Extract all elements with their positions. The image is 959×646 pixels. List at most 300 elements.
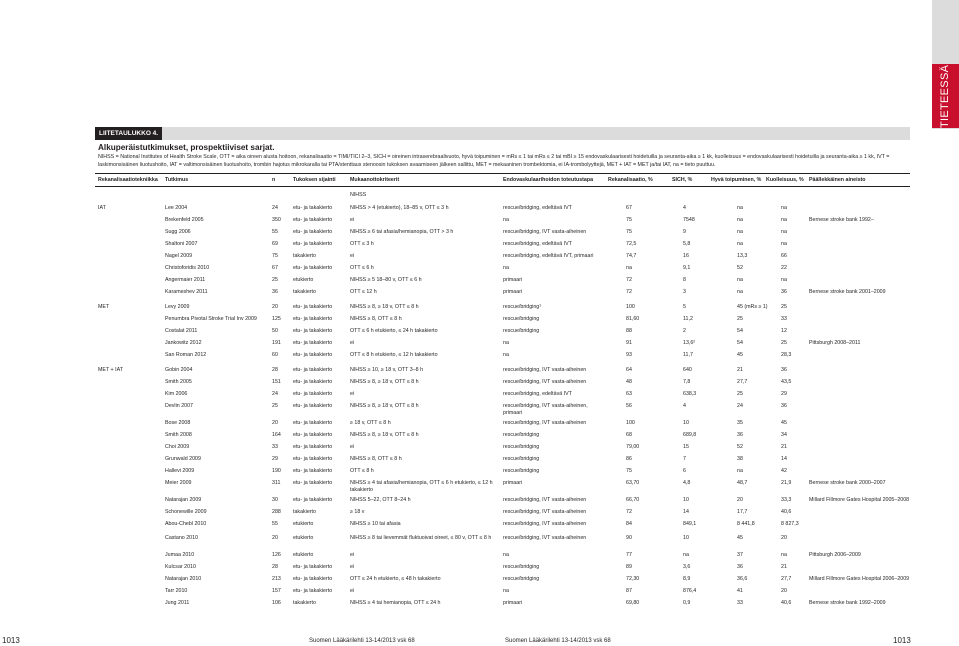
row-study: Castano 2010	[165, 535, 198, 541]
row-criteria: ≥ 18 v	[350, 509, 365, 515]
row-n: 191	[272, 340, 281, 346]
row-mortality: na	[781, 205, 787, 211]
row-overlap: Millard Fillmore Gates Hospital 2005–2008	[809, 497, 910, 503]
row-sich: 0,9	[683, 600, 691, 606]
row-n: 20	[272, 420, 278, 426]
row-mode: primaari	[503, 277, 523, 283]
row-mode: rescue/bridging, IVT vasta-aiheinen	[503, 229, 587, 235]
row-good-recovery: 36	[737, 432, 743, 438]
row-mode: rescue/bridging	[503, 444, 540, 450]
row-site: etukierto	[293, 535, 314, 541]
row-mode: rescue/bridging	[503, 576, 540, 582]
row-n: 28	[272, 367, 278, 373]
row-sich: 6	[683, 468, 686, 474]
row-site: takakierto	[293, 600, 316, 606]
row-recanalization: 72	[626, 509, 632, 515]
row-sich: 3,6	[683, 564, 691, 570]
row-study: Karameshev 2011	[165, 289, 208, 295]
row-n: 55	[272, 521, 278, 527]
row-mode: primaari	[503, 600, 523, 606]
col-header-technique: Rekanalisaatiotekniikka	[98, 177, 158, 183]
row-recanalization: 64	[626, 367, 632, 373]
header-rule-bottom	[95, 186, 910, 187]
row-good-recovery: 24	[737, 403, 743, 409]
row-mortality: 22	[781, 265, 787, 271]
row-recanalization: 75	[626, 217, 632, 223]
row-mortality: 40,6	[781, 600, 792, 606]
row-study: Gobin 2004	[165, 367, 193, 373]
row-n: 60	[272, 352, 278, 358]
row-n: 75	[272, 253, 278, 259]
row-criteria: ei	[350, 444, 355, 450]
row-site: etu- ja takakierto	[293, 367, 333, 373]
row-study: Lee 2004	[165, 205, 188, 211]
row-site: etu- ja takakierto	[293, 444, 333, 450]
row-n: 125	[272, 316, 281, 322]
row-site: etu- ja takakierto	[293, 205, 333, 211]
row-good-recovery: na	[737, 289, 743, 295]
col-header-sich: SICH, %	[672, 177, 693, 183]
row-recanalization: 100	[626, 304, 635, 310]
row-good-recovery: na	[737, 205, 743, 211]
row-sich: 9,1	[683, 265, 691, 271]
col-header-mode: Endovaskulaarihoidon toteutustapa	[503, 177, 594, 183]
row-site: etu- ja takakierto	[293, 340, 333, 346]
row-site: etu- ja takakierto	[293, 316, 333, 322]
row-recanalization: 87	[626, 588, 632, 594]
row-good-recovery: 45 (mRs ≥ 1)	[737, 304, 768, 310]
row-n: 25	[272, 277, 278, 283]
row-sich: 9	[683, 229, 686, 235]
row-study: Kulcsar 2010	[165, 564, 196, 570]
row-mortality: 36	[781, 367, 787, 373]
row-sich: 8	[683, 277, 686, 283]
row-study: Penumbra Pivotal Stroke Trial Inv 2009	[165, 316, 257, 322]
row-criteria: NIHSS ≥ 4 tai afasia/hemianopia, OTT ≤ 6 h etukierto, ≤ 12 h takakierto	[350, 480, 493, 493]
row-mortality: 27,7	[781, 576, 792, 582]
row-mode: primaari	[503, 289, 523, 295]
row-sich: 7548	[683, 217, 695, 223]
row-criteria: NIHSS ≥ 4 tai hemianopia, OTT ≤ 24 h	[350, 600, 441, 606]
row-site: etu- ja takakierto	[293, 328, 333, 334]
row-criteria: ei	[350, 217, 355, 223]
col-header-good-recovery: Hyvä toipuminen, %	[711, 177, 762, 183]
row-recanalization: 72	[626, 289, 632, 295]
table-title: Alkuperäistutkimukset, prospektiiviset sarjat.	[98, 143, 275, 152]
row-good-recovery: 37	[737, 552, 743, 558]
row-overlap: Pittsburgh 2006–2009	[809, 552, 861, 558]
row-study: Kim 2006	[165, 391, 188, 397]
row-sich: 689,8	[683, 432, 697, 438]
row-mode: na	[503, 588, 509, 594]
row-site: etu- ja takakierto	[293, 576, 333, 582]
row-overlap: Bernese stroke bank 2001–2009	[809, 289, 886, 295]
footer-journal-left: Suomen Lääkärilehti 13-14/2013 vsk 68	[309, 638, 415, 644]
row-good-recovery: na	[737, 229, 743, 235]
row-study: Jung 2011	[165, 600, 190, 606]
row-mortality: 25	[781, 340, 787, 346]
row-n: 213	[272, 576, 281, 582]
row-study: San Roman 2012	[165, 352, 207, 358]
row-mode: rescue/bridging, IVT vasta-aiheinen, primaari	[503, 403, 588, 416]
row-criteria: ei	[350, 552, 355, 558]
row-criteria: ≥ 18 v, OTT ≤ 8 h	[350, 420, 391, 426]
row-technique: MET	[98, 304, 110, 310]
row-mode: rescue/bridging	[503, 456, 540, 462]
row-good-recovery: 52	[737, 265, 743, 271]
appendix-header-band	[95, 127, 910, 140]
row-recanalization: 48	[626, 379, 632, 385]
row-study: Grunwald 2009	[165, 456, 201, 462]
row-site: etu- ja takakierto	[293, 304, 333, 310]
row-sich: 3	[683, 289, 686, 295]
row-mode: rescue/bridging	[503, 468, 540, 474]
row-study: Smith 2005	[165, 379, 192, 385]
row-n: 50	[272, 328, 278, 334]
row-n: 33	[272, 444, 278, 450]
row-good-recovery: 36	[737, 564, 743, 570]
row-good-recovery: 25	[737, 316, 743, 322]
row-criteria: NIHSS ≥ 8, ≥ 18 v, OTT ≤ 8 h	[350, 432, 419, 438]
row-recanalization: 81,60	[626, 316, 640, 322]
footer-journal-right: Suomen Lääkärilehti 13-14/2013 vsk 68	[505, 638, 611, 644]
row-criteria: NIHSS ≥ 10 tai afasia	[350, 521, 401, 527]
footer-page-number-left: 1013	[2, 636, 20, 645]
row-study: Abou-Chebl 2010	[165, 521, 207, 527]
row-study: Choi 2009	[165, 444, 190, 450]
row-criteria: OTT ≤ 6 h etukierto, ≤ 24 h takakierto	[350, 328, 438, 334]
row-study: Natarajan 2009	[165, 497, 202, 503]
row-site: takakierto	[293, 253, 316, 259]
appendix-label: LIITETAULUKKO 4.	[95, 127, 162, 140]
row-mode: rescue/bridging, IVT vasta-aiheinen	[503, 367, 587, 373]
row-technique: MET + IAT	[98, 367, 123, 373]
row-good-recovery: 8 441,8	[737, 521, 755, 527]
row-study: Christoforidis 2010	[165, 265, 210, 271]
header-rule-top	[95, 173, 910, 174]
row-mode: primaari	[503, 480, 523, 486]
row-sich: 2	[683, 328, 686, 334]
row-good-recovery: 35	[737, 420, 743, 426]
row-mortality: 43,5	[781, 379, 792, 385]
row-recanalization: 66,70	[626, 497, 640, 503]
row-criteria: NIHSS ≥ 8, ≥ 18 v, OTT ≤ 8 h	[350, 304, 419, 310]
row-recanalization: 77	[626, 552, 632, 558]
row-recanalization: 74,7	[626, 253, 637, 259]
row-recanalization: 75	[626, 468, 632, 474]
row-criteria: OTT ≤ 6 h	[350, 265, 374, 271]
footer-page-number-right: 1013	[893, 636, 911, 645]
row-sich: 8,9	[683, 576, 691, 582]
row-recanalization: 75	[626, 229, 632, 235]
row-mode: na	[503, 552, 509, 558]
row-mortality: 12	[781, 328, 787, 334]
row-recanalization: 67	[626, 205, 632, 211]
row-site: etu- ja takakierto	[293, 420, 333, 426]
row-mortality: 29	[781, 391, 787, 397]
row-sich: 4,8	[683, 480, 691, 486]
col-header-mortality: Kuolleisuus, %	[766, 177, 804, 183]
nihss-subheader: NIHSS	[350, 192, 367, 198]
row-mode: rescue/bridging	[503, 564, 540, 570]
row-mortality: 66	[781, 253, 787, 259]
row-mode: rescue/bridging, IVT vasta-aiheinen	[503, 379, 587, 385]
row-sich: 7,8	[683, 379, 691, 385]
row-recanalization: 56	[626, 403, 632, 409]
row-mode: rescue/bridging, IVT vasta-aiheinen	[503, 420, 587, 426]
row-site: etukierto	[293, 277, 314, 283]
row-study: Brekenfeld 2005	[165, 217, 204, 223]
row-site: etu- ja takakierto	[293, 497, 333, 503]
row-mortality: 36	[781, 289, 787, 295]
row-criteria: NIHSS 5–22, OTT 8–24 h	[350, 497, 411, 503]
row-good-recovery: na	[737, 217, 743, 223]
row-good-recovery: 21	[737, 367, 743, 373]
row-criteria: NIHSS ≥ 8, ≥ 18 v, OTT ≤ 8 h	[350, 379, 419, 385]
row-sich: 10	[683, 497, 689, 503]
row-n: 288	[272, 509, 281, 515]
row-mortality: 33	[781, 316, 787, 322]
row-mode: rescue/bridging, IVT vasta-aiheinen	[503, 497, 587, 503]
row-criteria: OTT ≤ 12 h	[350, 289, 377, 295]
row-study: Tarr 2010	[165, 588, 188, 594]
row-criteria: NIHSS ≥ 8 tai lievemmät fluktuoivat oireet, ≤ 80 v, OTT ≤ 8 h	[350, 535, 492, 541]
col-header-site: Tukoksen sijainti	[293, 177, 336, 183]
abbreviations-text: NIHSS = National Institutes of Health Stroke Scale, OTT = aika oireen alusta hoitoon, rekanalisaatio = TIMI/TICI 2–3, SICH = oireinen intraserebraalivuoto, hyvä toipuminen = mRs ≤ 1 tai mRs ≤ 2 tai mBI ≥ 15 endovaskulaarisesti hoidetuilla ja seuranta-aika ≥ 1 kk, kuolleisuus = endovaskulaarisesti hoidetuilla ja seuranta-aika ≥ 1 kk, IVT = laskimonsisäinen liuotushoito, IAT = valtimonsisäinen liuotushoito, trombin hajotus mikrokaralla tai PTA/stenttaus stenoosin tukoksen avaamiseen jälkeen sallittu, MET = mekaaninen trombektomia, ei IA-trombolyyttejä, MET + IAT = MET ja/tai IAT, na = tieto puuttuu.	[98, 154, 890, 168]
row-recanalization: 72,5	[626, 241, 637, 247]
row-mode: rescue/bridging, IVT vasta-aiheinen	[503, 535, 587, 541]
row-n: 28	[272, 564, 278, 570]
row-site: etu- ja takakierto	[293, 241, 333, 247]
row-n: 30	[272, 497, 278, 503]
row-mortality: 20	[781, 535, 787, 541]
row-n: 190	[272, 468, 281, 474]
row-site: etu- ja takakierto	[293, 379, 333, 385]
row-sich: 11,2	[683, 316, 693, 322]
row-good-recovery: 20	[737, 497, 743, 503]
row-site: etu- ja takakierto	[293, 229, 333, 235]
row-criteria: NIHSS ≥ 5 18–80 v, OTT ≤ 6 h	[350, 277, 422, 283]
row-mode: rescue/bridging, IVT vasta-aiheinen	[503, 521, 587, 527]
row-overlap: Bernese stroke bank 1992–	[809, 217, 874, 223]
row-mortality: na	[781, 241, 787, 247]
row-mortality: 20	[781, 588, 787, 594]
row-mortality: na	[781, 552, 787, 558]
row-mode: na	[503, 217, 509, 223]
row-mortality: 40,6	[781, 509, 792, 515]
row-n: 126	[272, 552, 281, 558]
row-n: 29	[272, 456, 278, 462]
row-mode: rescue/bridging	[503, 316, 540, 322]
row-mode: rescue/bridging	[503, 328, 540, 334]
row-n: 157	[272, 588, 281, 594]
row-good-recovery: 48,7	[737, 480, 748, 486]
row-mortality: 25	[781, 304, 787, 310]
row-site: etu- ja takakierto	[293, 217, 333, 223]
row-n: 164	[272, 432, 281, 438]
row-criteria: NIHSS ≥ 8, OTT ≤ 8 h	[350, 316, 402, 322]
row-mode: rescue/bridging, edeltävä IVT	[503, 205, 572, 211]
row-sich: 15	[683, 444, 689, 450]
row-good-recovery: 54	[737, 328, 743, 334]
row-criteria: OTT ≤ 8 h	[350, 468, 374, 474]
row-mode: na	[503, 352, 509, 358]
row-study: Angermaier 2011	[165, 277, 206, 283]
row-criteria: NIHSS ≥ 8, ≥ 18 v, OTT ≤ 8 h	[350, 403, 419, 409]
row-sich: na	[683, 552, 689, 558]
row-good-recovery: 13,3	[737, 253, 748, 259]
row-mortality: 21	[781, 444, 787, 450]
row-overlap: Millard Fillmore Gates Hospital 2006–2009	[809, 576, 910, 582]
row-technique: IAT	[98, 205, 106, 211]
row-mode: na	[503, 265, 509, 271]
row-criteria: NIHSS > 4 (etukierto), 18–85 v, OTT ≤ 3 h	[350, 205, 449, 211]
row-mortality: 28,3	[781, 352, 792, 358]
row-sich: 4	[683, 205, 686, 211]
row-criteria: ei	[350, 391, 355, 397]
row-good-recovery: 27,7	[737, 379, 748, 385]
row-n: 67	[272, 265, 278, 271]
row-mortality: 45	[781, 420, 787, 426]
row-criteria: NIHSS ≥ 8, OTT ≤ 8 h	[350, 456, 402, 462]
row-recanalization: 93	[626, 352, 632, 358]
row-sich: 10	[683, 535, 689, 541]
row-sich: 5,8	[683, 241, 691, 247]
row-study: Hallevi 2009	[165, 468, 195, 474]
row-good-recovery: 54	[737, 340, 743, 346]
row-study: Sugg 2006	[165, 229, 191, 235]
row-site: takakierto	[293, 289, 316, 295]
row-recanalization: 91	[626, 340, 632, 346]
row-sich: 14	[683, 509, 689, 515]
row-n: 106	[272, 600, 281, 606]
row-recanalization: 79,00	[626, 444, 640, 450]
row-good-recovery: 52	[737, 444, 743, 450]
row-criteria: OTT ≤ 3 h	[350, 241, 374, 247]
row-study: Devlin 2007	[165, 403, 193, 409]
row-n: 69	[272, 241, 278, 247]
row-sich: 4	[683, 403, 686, 409]
row-sich: 876,4	[683, 588, 697, 594]
row-study: Natarajan 2010	[165, 576, 202, 582]
col-header-n: n	[272, 177, 276, 183]
row-recanalization: 63,70	[626, 480, 640, 486]
row-n: 36	[272, 289, 278, 295]
row-criteria: OTT ≤ 8 h etukierto, ≤ 12 h takakierto	[350, 352, 438, 358]
row-study: Bose 2008	[165, 420, 191, 426]
row-overlap: Pittsburgh 2008–2011	[809, 340, 861, 346]
row-mode: rescue/bridging, edeltävä IVT	[503, 241, 572, 247]
col-header-recanalization: Rekanalisaatio, %	[608, 177, 653, 183]
row-criteria: ei	[350, 340, 355, 346]
row-mode: rescue/bridging, IVT vasta-aiheinen	[503, 509, 587, 515]
row-site: etukierto	[293, 521, 314, 527]
row-mortality: 21,9	[781, 480, 792, 486]
row-good-recovery: 33	[737, 600, 743, 606]
row-recanalization: 72	[626, 277, 632, 283]
row-mode: rescue/bridging, edeltävä IVT, primaari	[503, 253, 594, 259]
col-header-overlap: Päällekkäinen aineisto	[809, 177, 866, 183]
row-good-recovery: 45	[737, 352, 743, 358]
row-good-recovery: 38	[737, 456, 743, 462]
row-good-recovery: na	[737, 241, 743, 247]
row-criteria: ei	[350, 253, 355, 259]
row-mode: rescue/bridging, edeltävä IVT	[503, 391, 572, 397]
col-header-criteria: Mukaanottokriteerit	[350, 177, 400, 183]
row-mortality: 33,3	[781, 497, 792, 503]
col-header-study: Tutkimus	[165, 177, 189, 183]
row-sich: 7	[683, 456, 686, 462]
row-site: etu- ja takakierto	[293, 468, 333, 474]
row-mortality: 21	[781, 564, 787, 570]
row-n: 24	[272, 205, 278, 211]
row-good-recovery: 45	[737, 535, 743, 541]
row-n: 20	[272, 304, 278, 310]
row-criteria: NIHSS ≥ 6 tai afasia/hemianopia, OTT > 3 h	[350, 229, 454, 235]
row-recanalization: 86	[626, 456, 632, 462]
row-sich: 638,3	[683, 391, 697, 397]
row-mortality: 42	[781, 468, 787, 474]
row-recanalization: 72,30	[626, 576, 640, 582]
row-mode: na	[503, 340, 509, 346]
row-site: etu- ja takakierto	[293, 432, 333, 438]
row-site: etukierto	[293, 552, 314, 558]
row-sich: 13,6²	[683, 340, 696, 346]
row-good-recovery: 36,6	[737, 576, 748, 582]
row-site: takakierto	[293, 509, 316, 515]
row-recanalization: 88	[626, 328, 632, 334]
row-recanalization: 84	[626, 521, 632, 527]
row-good-recovery: 25	[737, 391, 743, 397]
row-site: etu- ja takakierto	[293, 391, 333, 397]
row-study: Jankowitz 2012	[165, 340, 202, 346]
row-site: etu- ja takakierto	[293, 564, 333, 570]
row-overlap: Bernese stroke bank 2000–2007	[809, 480, 886, 486]
row-recanalization: 69,80	[626, 600, 640, 606]
row-overlap: Bernese stroke bank 1992–2009	[809, 600, 886, 606]
row-criteria: ei	[350, 588, 355, 594]
row-recanalization: 68	[626, 432, 632, 438]
row-mortality: 8 827,3	[781, 521, 799, 527]
row-sich: 5	[683, 304, 686, 310]
section-tab-label: TIETEESSÄ	[939, 64, 951, 128]
row-recanalization: 90	[626, 535, 632, 541]
row-site: etu- ja takakierto	[293, 588, 333, 594]
row-sich: 16	[683, 253, 689, 259]
row-good-recovery: 17,7	[737, 509, 748, 515]
row-sich: 10	[683, 420, 689, 426]
row-sich: 849,1	[683, 521, 697, 527]
row-sich: 640	[683, 367, 692, 373]
row-mortality: 34	[781, 432, 787, 438]
row-n: 350	[272, 217, 281, 223]
row-recanalization: 100	[626, 420, 635, 426]
row-site: etu- ja takakierto	[293, 480, 333, 486]
row-criteria: NIHSS ≥ 10, ≥ 18 v, OTT 3–8 h	[350, 367, 424, 373]
row-sich: 11,7	[683, 352, 693, 358]
row-study: Costalat 2011	[165, 328, 198, 334]
row-site: etu- ja takakierto	[293, 352, 333, 358]
row-study: Shaltoni 2007	[165, 241, 198, 247]
row-site: etu- ja takakierto	[293, 403, 333, 409]
row-study: Levy 2009	[165, 304, 190, 310]
row-mortality: na	[781, 277, 787, 283]
row-good-recovery: na	[737, 468, 743, 474]
row-good-recovery: 41	[737, 588, 743, 594]
row-n: 311	[272, 480, 281, 486]
row-n: 24	[272, 391, 278, 397]
row-criteria: ei	[350, 564, 355, 570]
